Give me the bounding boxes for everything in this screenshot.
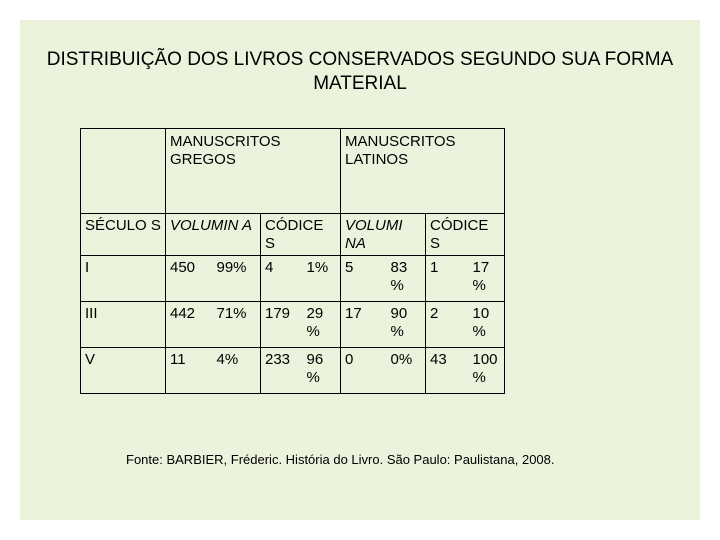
cell-value: 0 bbox=[341, 348, 387, 394]
cell-value: 450 bbox=[166, 256, 213, 302]
cell-percent: 17 % bbox=[469, 256, 505, 302]
slide-background bbox=[20, 20, 700, 520]
books-table bbox=[80, 128, 505, 394]
header-gregos: MANUSCRITOS GREGOS bbox=[166, 129, 341, 214]
table-header-row bbox=[81, 129, 505, 214]
cell-percent: 0% bbox=[387, 348, 426, 394]
cell-percent: 83 % bbox=[387, 256, 426, 302]
cell-percent: 4% bbox=[213, 348, 261, 394]
table-row bbox=[81, 348, 505, 394]
cell-percent: 96 % bbox=[303, 348, 341, 394]
cell-percent: 1% bbox=[303, 256, 341, 302]
header-latinos: MANUSCRITOS LATINOS bbox=[341, 129, 505, 214]
cell-value: 4 bbox=[261, 256, 303, 302]
cell-percent: 29 % bbox=[303, 302, 341, 348]
cell-percent: 90 % bbox=[387, 302, 426, 348]
subheader-codices-latinos: CÓDICE S bbox=[426, 214, 505, 256]
cell-value: 5 bbox=[341, 256, 387, 302]
cell-seculo: V bbox=[81, 348, 166, 394]
table-row bbox=[81, 256, 505, 302]
page-title: DISTRIBUIÇÃO DOS LIVROS CONSERVADOS SEGUNDO SUA FORMA MATERIAL bbox=[46, 49, 674, 94]
subheader-volumina-latinos: VOLUMI NA bbox=[341, 214, 426, 256]
cell-percent: 10 % bbox=[469, 302, 505, 348]
subheader-codices-gregos: CÓDICE S bbox=[261, 214, 341, 256]
cell-value: 233 bbox=[261, 348, 303, 394]
table-subheader-row bbox=[81, 214, 505, 256]
source-citation: Fonte: BARBIER, Fréderic. História do Livro. São Paulo: Paulistana, 2008. bbox=[126, 452, 555, 467]
cell-value: 17 bbox=[341, 302, 387, 348]
cell-percent: 99% bbox=[213, 256, 261, 302]
subheader-seculos: SÉCULO S bbox=[81, 214, 166, 256]
subheader-volumina-gregos: VOLUMIN A bbox=[166, 214, 261, 256]
cell-value: 442 bbox=[166, 302, 213, 348]
cell-value: 2 bbox=[426, 302, 469, 348]
cell-value: 1 bbox=[426, 256, 469, 302]
cell-value: 179 bbox=[261, 302, 303, 348]
cell-value: 43 bbox=[426, 348, 469, 394]
cell-seculo: I bbox=[81, 256, 166, 302]
corner-cell bbox=[81, 129, 166, 214]
cell-percent: 71% bbox=[213, 302, 261, 348]
cell-percent: 100 % bbox=[469, 348, 505, 394]
cell-seculo: III bbox=[81, 302, 166, 348]
table-row bbox=[81, 302, 505, 348]
cell-value: 11 bbox=[166, 348, 213, 394]
